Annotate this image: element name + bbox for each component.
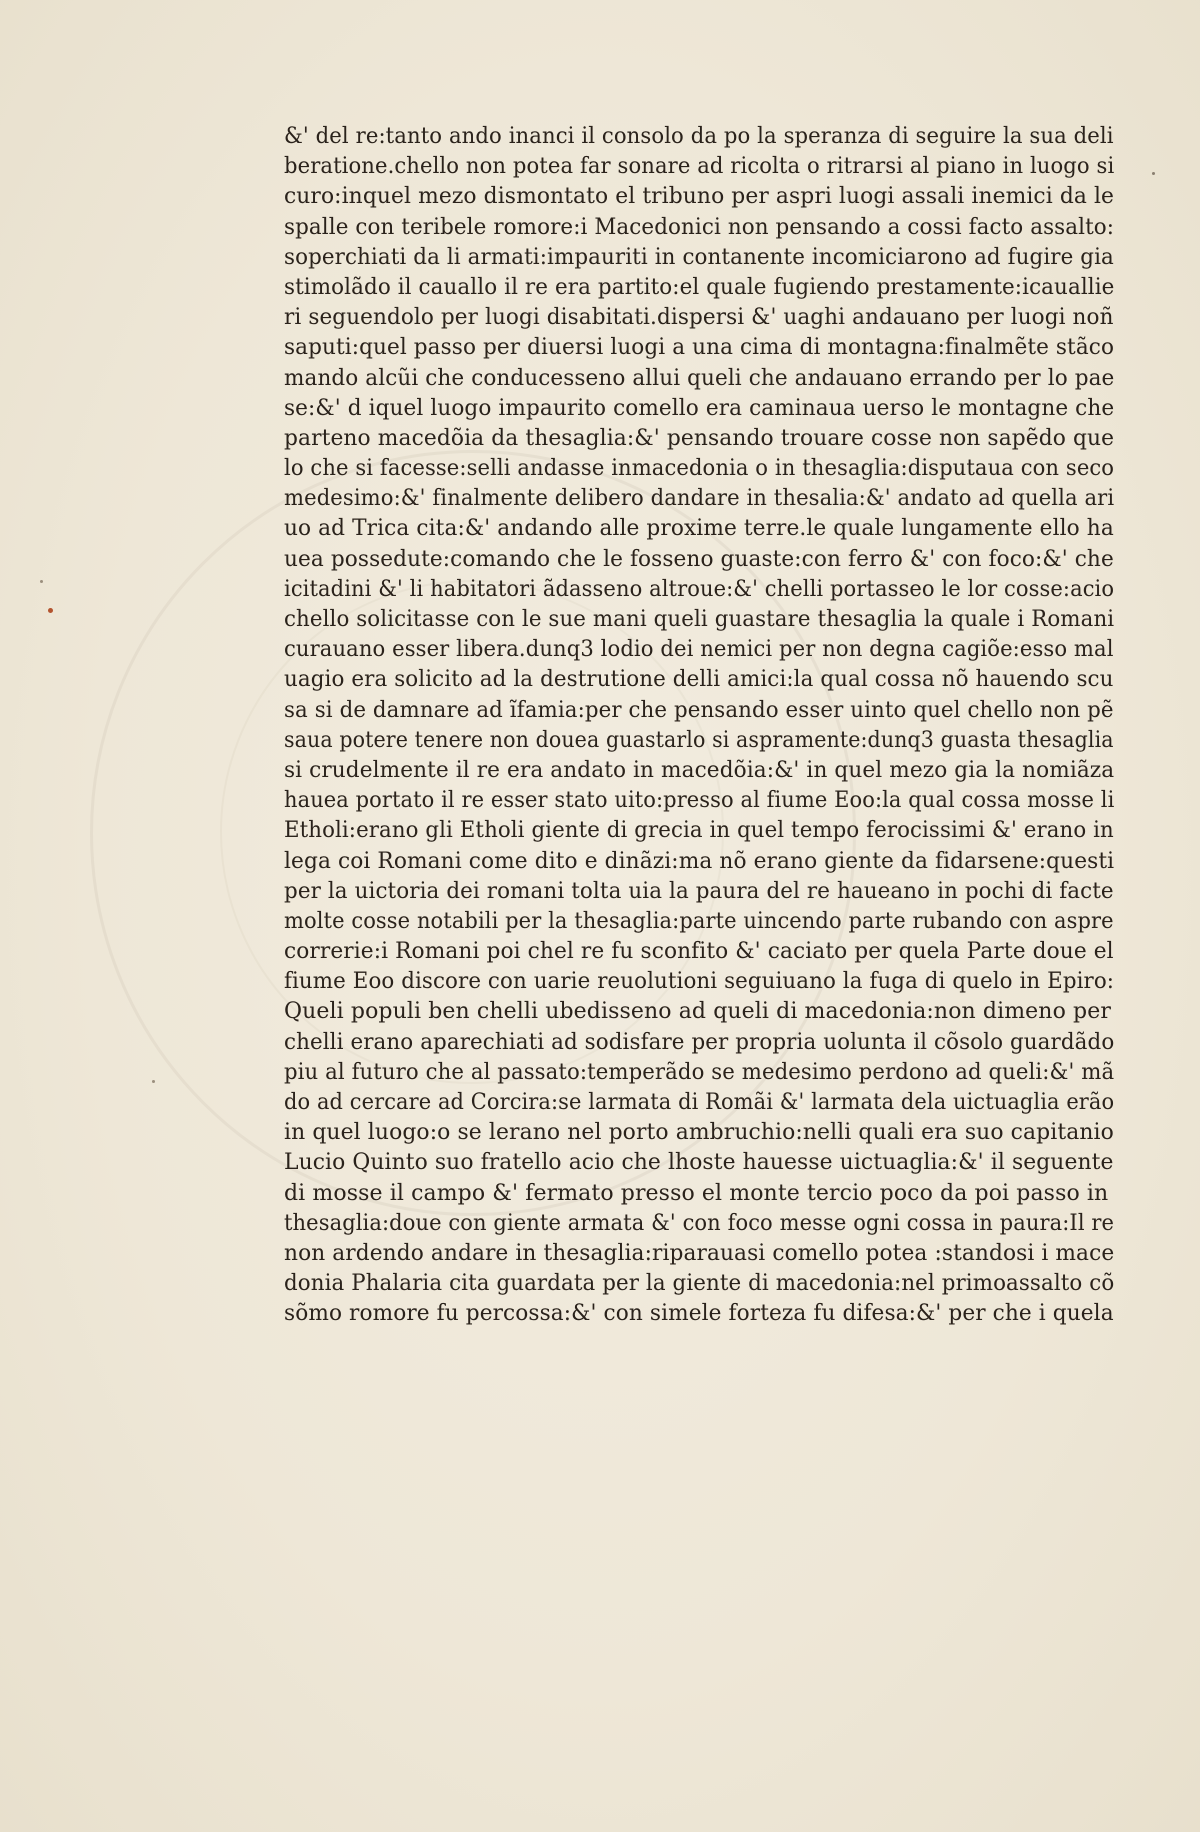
text-line: saua potere tenere non douea guastarlo si aspramente:dunq3 guasta thesaglia bbox=[284, 727, 1114, 753]
text-line: beratione.chello non potea far sonare ad ricolta o ritrarsi al piano in luogo si bbox=[284, 154, 1115, 180]
paper-speck bbox=[40, 580, 43, 583]
text-line: icitadini &' li habitatori ãdasseno altroue:&' chelli portasseo le lor cosse:acio bbox=[284, 576, 1115, 602]
text-line: hauea portato il re esser stato uito:presso al fiume Eoo:la qual cossa mosse li bbox=[284, 788, 1115, 814]
text-line: in quel luogo:o se lerano nel porto ambruchio:nelli quali era suo capitanio bbox=[284, 1120, 1114, 1146]
text-line: di mosse il campo &' fermato presso el monte tercio poco da poi passo in bbox=[284, 1180, 1109, 1206]
text-line: do ad cercare ad Corcira:se larmata di Romãi &' larmata dela uictuaglia erão bbox=[284, 1090, 1115, 1115]
paper-speck bbox=[1152, 172, 1155, 175]
text-line: medesimo:&' finalmente delibero dandare in thesalia:&' andato ad quella ari bbox=[284, 486, 1115, 512]
text-line: si crudelmente il re era andato in macedõia:&' in quel mezo gia la nomiãza bbox=[284, 757, 1115, 783]
text-line: lega coi Romani come dito e dinãzi:ma nõ erano giente da fidarsene:questi bbox=[284, 848, 1115, 874]
text-line: se:&' d iquel luogo impaurito comello era caminaua uerso le montagne che bbox=[284, 395, 1115, 421]
text-line: Lucio Quinto suo fratello acio che lhoste hauesse uictuaglia:&' il seguente bbox=[284, 1150, 1114, 1176]
text-line: Queli populi ben chelli ubedisseno ad queli di macedonia:non dimeno per bbox=[284, 999, 1111, 1025]
text-line: curauano esser libera.dunq3 lodio dei nemici per non degna cagiõe:esso mal bbox=[284, 637, 1114, 663]
text-line: parteno macedõia da thesaglia:&' pensando trouare cosse non sapẽdo que bbox=[284, 425, 1115, 451]
text-line: lo che si facesse:selli andasse inmacedonia o in thesaglia:disputaua con seco bbox=[284, 456, 1115, 482]
text-line: ri seguendolo per luogi disabitati.dispersi &' uaghi andauano per luogi noñ bbox=[284, 305, 1114, 331]
text-line: uagio era solicito ad la destrutione delli amici:la qual cossa nõ hauendo scu bbox=[284, 667, 1114, 693]
paper-speck bbox=[48, 608, 53, 613]
text-line: Etholi:erano gli Etholi giente di grecia in quel tempo ferocissimi &' erano in bbox=[284, 818, 1114, 844]
text-line: uea possedute:comando che le fosseno guaste:con ferro &' con foco:&' che bbox=[284, 546, 1114, 572]
text-line: correrie:i Romani poi chel re fu sconfito &' caciato per quela Parte doue el bbox=[284, 939, 1114, 965]
text-line: mando alcũi che conducesseno allui queli che andauano errando per lo pae bbox=[284, 365, 1115, 391]
text-line: per la uictoria dei romani tolta uia la paura del re haueano in pochi di facte bbox=[284, 878, 1114, 904]
paper-speck bbox=[152, 1080, 155, 1083]
text-line: fiume Eoo discore con uarie reuolutioni seguiuano la fuga di quelo in Epiro: bbox=[284, 969, 1115, 995]
text-line: stimolãdo il cauallo il re era partito:el quale fugiendo prestamente:icauallie bbox=[284, 274, 1115, 300]
printed-text-block bbox=[284, 122, 1114, 1330]
text-line: saputi:quel passo per diuersi luogi a una cima di montagna:finalmẽte stãco bbox=[284, 335, 1115, 361]
text-line: thesaglia:doue con giente armata &' con foco messe ogni cossa in paura:Il re bbox=[284, 1210, 1115, 1236]
text-line: &' del re:tanto ando inanci il consolo da po la speranza di seguire la sua deli bbox=[284, 124, 1114, 149]
text-line: soperchiati da li armati:impauriti in contanente incomiciarono ad fugire gia bbox=[284, 244, 1114, 270]
text-line: chello solicitasse con le sue mani queli guastare thesaglia la quale i Romani bbox=[284, 607, 1115, 632]
text-line: piu al futuro che al passato:temperãdo se medesimo perdono ad queli:&' mã bbox=[284, 1059, 1115, 1085]
text-line: sõmo romore fu percossa:&' con simele forteza fu difesa:&' per che i quela bbox=[284, 1301, 1114, 1327]
text-line: uo ad Trica cita:&' andando alle proxime terre.le quale lungamente ello ha bbox=[284, 516, 1114, 542]
text-line: sa si de damnare ad ĩfamia:per che pensando esser uinto quel chello non pẽ bbox=[284, 697, 1114, 723]
text-line: curo:inquel mezo dismontato el tribuno per aspri luogi assali inemici da le bbox=[284, 184, 1115, 210]
text-line: chelli erano aparechiati ad sodisfare per propria uolunta il cõsolo guardãdo bbox=[284, 1029, 1115, 1055]
text-line: spalle con teribele romore:i Macedonici non pensando a cossi facto assalto: bbox=[284, 214, 1115, 240]
text-line: donia Phalaria cita guardata per la giente di macedonia:nel primoassalto cõ bbox=[284, 1271, 1115, 1297]
text-line: molte cosse notabili per la thesaglia:parte uincendo parte rubando con aspre bbox=[284, 908, 1114, 934]
text-line: non ardendo andare in thesaglia:riparauasi comello potea :standosi i mace bbox=[284, 1240, 1115, 1266]
